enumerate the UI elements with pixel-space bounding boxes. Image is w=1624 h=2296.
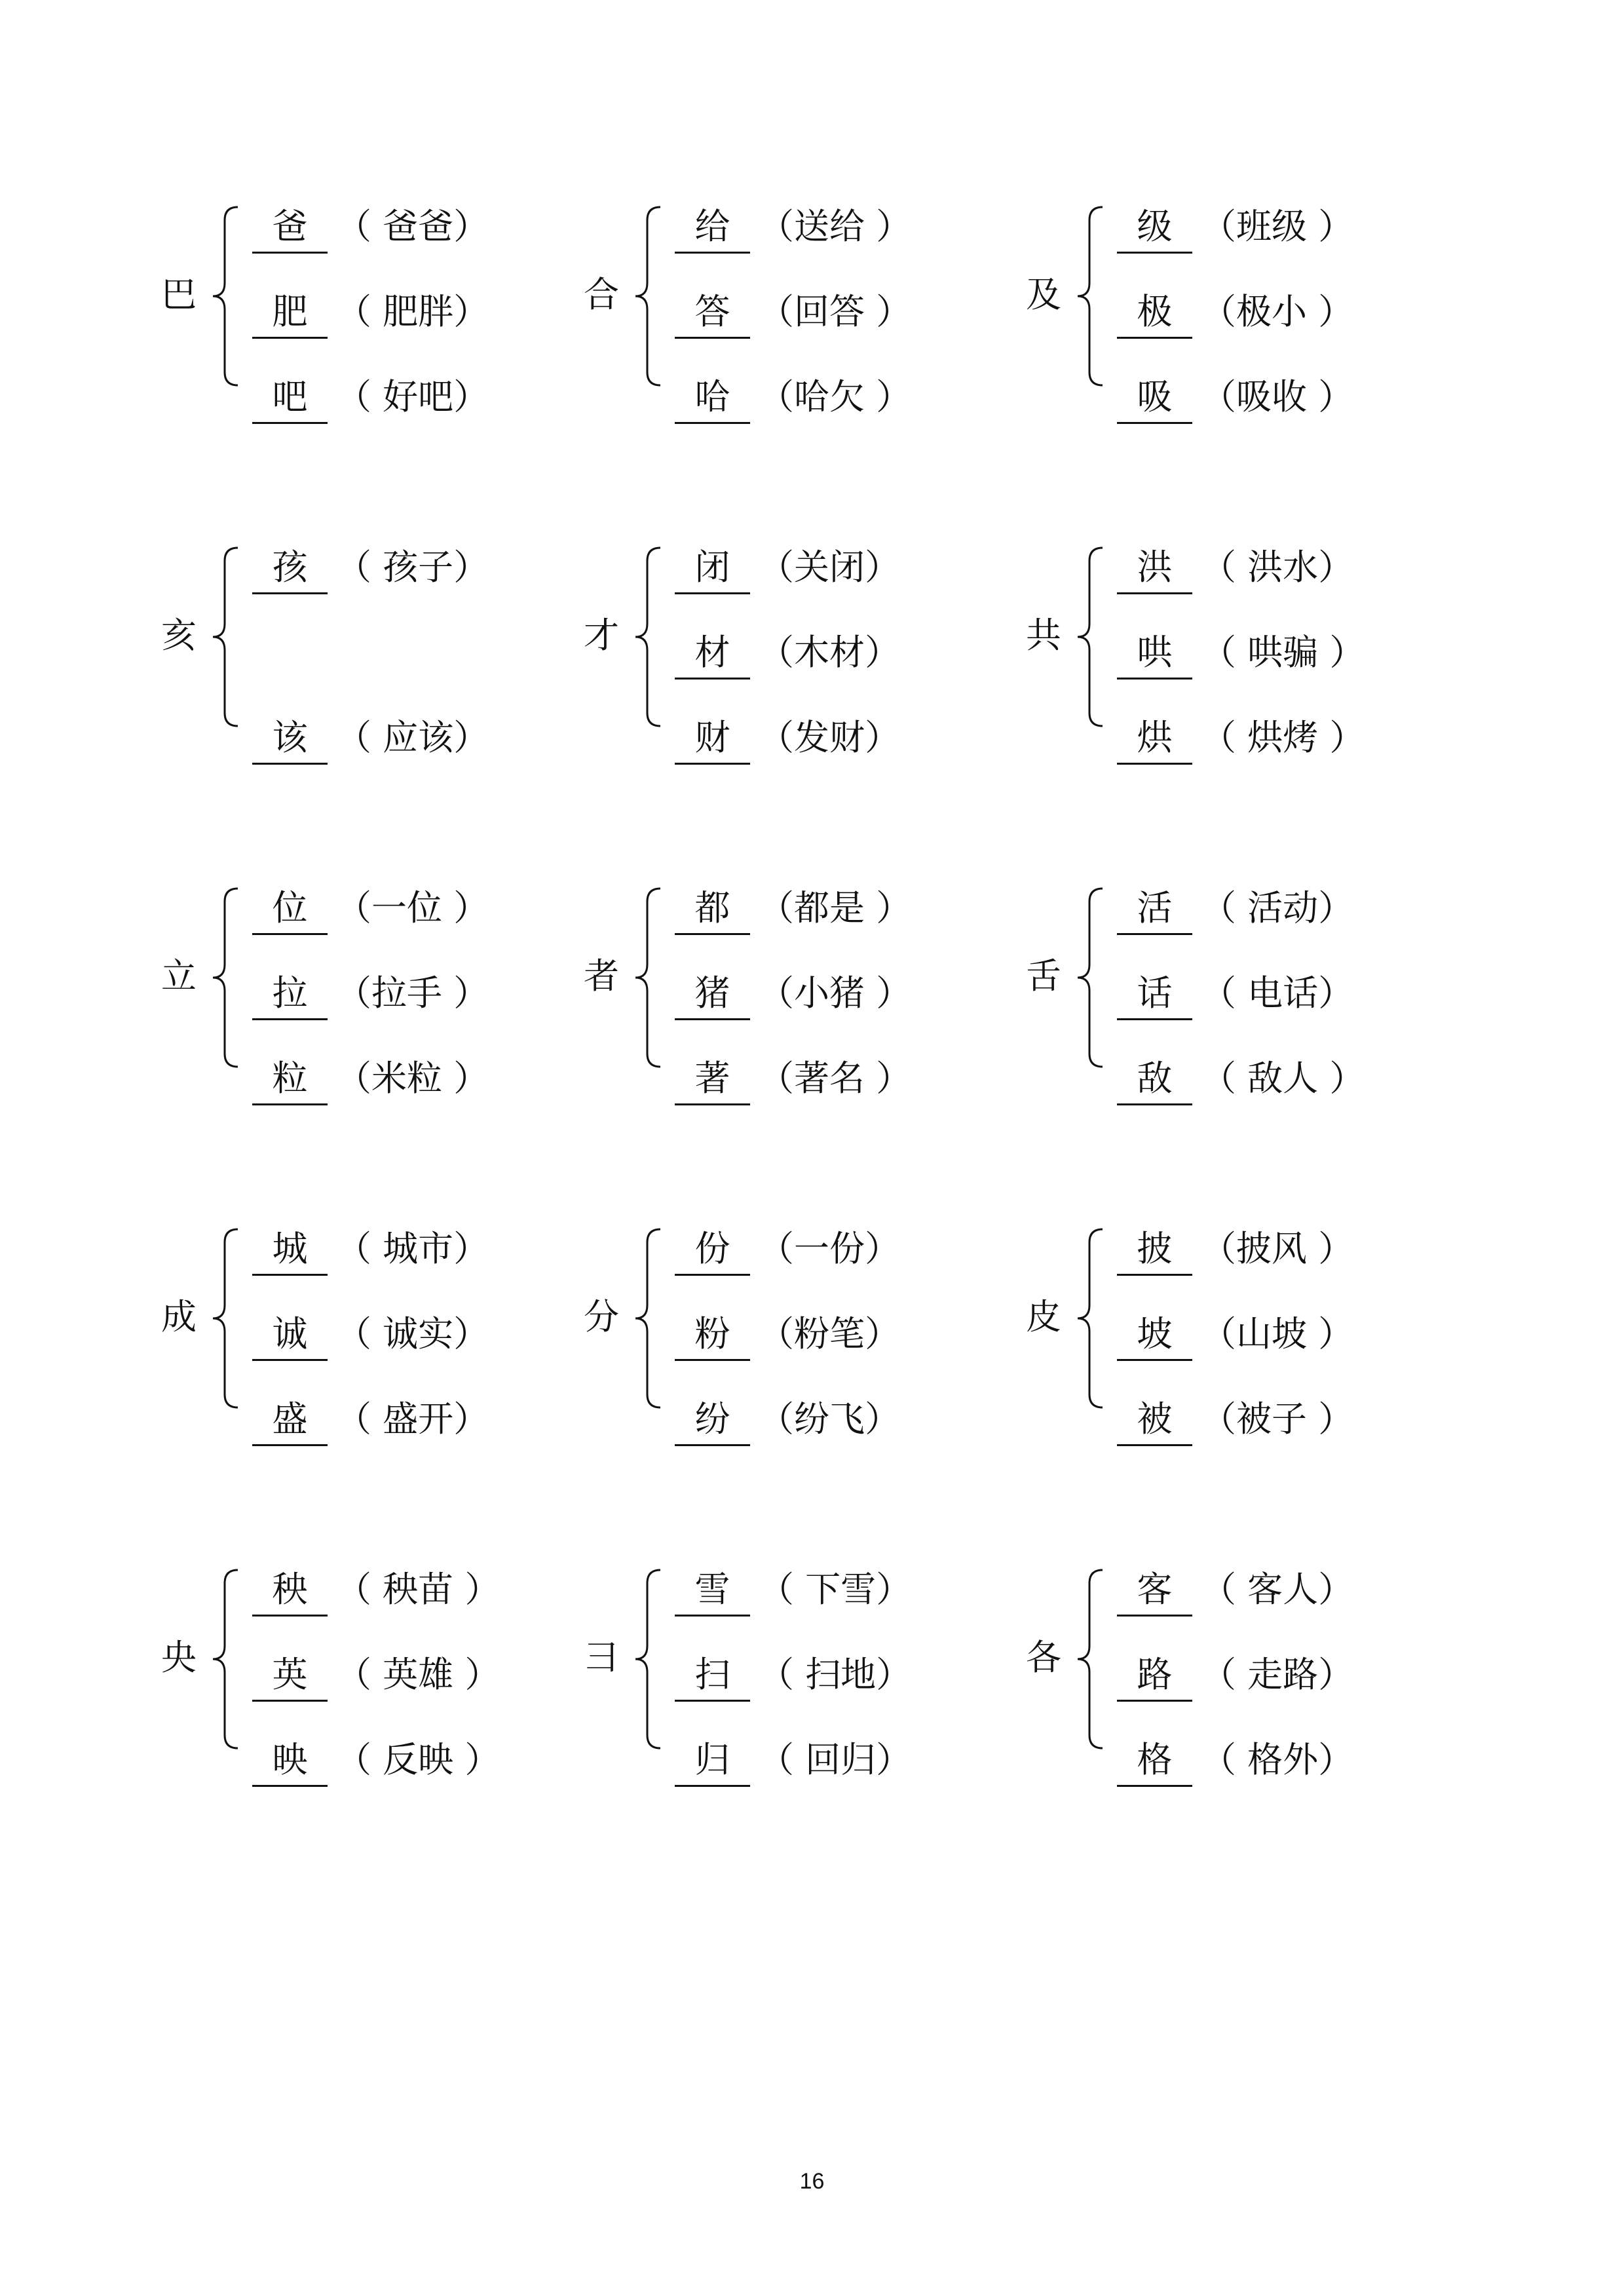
root-character: 分 [584,1296,619,1337]
derived-entry [252,1309,593,1362]
derived-entry [1117,1565,1458,1617]
fill-in-character: 秧 [252,1565,328,1617]
example-word: （ 英雄 ） [336,1654,500,1695]
fill-in-character: 扫 [675,1650,750,1702]
fill-in-character: 粒 [252,1054,328,1105]
example-word: （发财） [759,717,900,758]
radical-group [154,1559,613,1780]
fill-in-character: 敌 [1117,1054,1192,1105]
root-character: 才 [584,615,619,656]
derived-entry [675,1735,1015,1788]
fill-in-character: 诚 [252,1309,328,1361]
fill-in-character: 级 [1117,202,1192,254]
root-character: 立 [161,955,197,997]
example-word: （ 扫地） [759,1654,912,1695]
derived-entry [1117,968,1458,1021]
example-word: （吸收 ） [1201,376,1354,417]
example-word: （ 格外） [1201,1739,1354,1780]
example-word: （ 客人） [1201,1569,1354,1610]
fill-in-character: 盛 [252,1394,328,1446]
curly-brace [205,1567,244,1751]
fill-in-character: 客 [1117,1565,1192,1617]
root-character: 亥 [161,615,197,656]
fill-in-character: 肥 [252,287,328,339]
derived-entry [675,628,1015,680]
root-character: 成 [161,1296,197,1337]
page-number: 16 [799,2169,825,2194]
radical-group [576,878,1035,1099]
radical-group [154,878,613,1099]
fill-in-character: 映 [252,1735,328,1787]
fill-in-character: 答 [675,287,750,339]
derived-entry [252,1394,593,1447]
example-word: （ 洪水） [1201,546,1354,588]
derived-entry [252,1224,593,1276]
derived-entry [1117,628,1458,680]
curly-brace [628,1227,667,1410]
root-character: 及 [1026,274,1061,315]
fill-in-character: 被 [1117,1394,1192,1446]
fill-in-character: 都 [675,883,750,935]
derived-entry [675,202,1015,254]
root-character: 皮 [1026,1296,1061,1337]
derived-entry [1117,1735,1458,1788]
fill-in-character: 格 [1117,1735,1192,1787]
derived-entry [252,883,593,936]
derived-entry [1117,883,1458,936]
fill-in-character: 粉 [675,1309,750,1361]
curly-brace [1070,1227,1109,1410]
fill-in-character: 闭 [675,543,750,594]
curly-brace [628,886,667,1069]
fill-in-character: 话 [1117,968,1192,1020]
root-character: 合 [584,274,619,315]
example-word: （一位 ） [336,887,489,928]
example-word: （ 肥胖） [336,291,489,332]
curly-brace [628,204,667,388]
derived-entry [252,287,593,339]
derived-entry [1117,713,1458,765]
curly-brace [1070,204,1109,388]
derived-entry [1117,1394,1458,1447]
fill-in-character: 烘 [1117,713,1192,765]
fill-in-character: 城 [252,1224,328,1276]
example-word: （米粒 ） [336,1058,489,1099]
fill-in-character: 哈 [675,372,750,424]
example-word: （送给 ） [759,206,912,247]
radical-group [154,537,613,758]
fill-in-character: 雪 [675,1565,750,1617]
root-character: 彐 [584,1637,619,1678]
curly-brace [628,545,667,729]
fill-in-character: 纷 [675,1394,750,1446]
derived-entry [675,1054,1015,1106]
derived-entry [252,1650,593,1702]
fill-in-character: 材 [675,628,750,679]
example-word: （ 烘烤 ） [1201,717,1365,758]
derived-entry [675,968,1015,1021]
derived-entry [1117,287,1458,339]
example-word: （ 诚实） [336,1313,489,1354]
derived-entry [252,202,593,254]
derived-entry [675,1394,1015,1447]
derived-entry [675,543,1015,595]
curly-brace [205,1227,244,1410]
example-word: （ 盛开） [336,1398,489,1440]
curly-brace [1070,886,1109,1069]
fill-in-character: 该 [252,713,328,765]
radical-group [154,197,613,417]
derived-entry [675,1224,1015,1276]
derived-entry [675,1565,1015,1617]
curly-brace [628,1567,667,1751]
example-word: （ 城市） [336,1228,489,1269]
fill-in-character: 哄 [1117,628,1192,679]
example-word: （小猪 ） [759,972,912,1014]
derived-entry [252,372,593,425]
example-word: （ 反映 ） [336,1739,500,1780]
example-word: （著名 ） [759,1058,912,1099]
fill-in-character: 位 [252,883,328,935]
radical-group [576,537,1035,758]
example-word: （拉手 ） [336,972,489,1014]
example-word: （披风 ） [1201,1228,1354,1269]
derived-entry [1117,202,1458,254]
example-word: （ 活动） [1201,887,1354,928]
fill-in-character: 极 [1117,287,1192,339]
example-word: （粉笔） [759,1313,900,1354]
root-character: 巴 [161,274,197,315]
radical-group [1019,197,1477,417]
example-word: （ 秧苗 ） [336,1569,500,1610]
derived-entry [1117,1309,1458,1362]
example-word: （ 爸爸） [336,206,489,247]
radical-group [154,1219,613,1440]
example-word: （ 好吧） [336,376,489,417]
derived-entry [252,713,593,765]
example-word: （ 应该） [336,717,489,758]
example-word: （被子 ） [1201,1398,1354,1440]
curly-brace [205,204,244,388]
example-word: （ 下雪） [759,1569,912,1610]
example-word: （极小 ） [1201,291,1354,332]
fill-in-character: 财 [675,713,750,765]
example-word: （班级 ） [1201,206,1354,247]
derived-entry [1117,1224,1458,1276]
example-word: （木材） [759,632,900,673]
derived-entry [252,1054,593,1106]
fill-in-character: 吸 [1117,372,1192,424]
fill-in-character: 爸 [252,202,328,254]
derived-entry [252,1735,593,1788]
root-character: 者 [584,955,619,997]
example-word: （关闭） [759,546,900,588]
example-word: （回答 ） [759,291,912,332]
radical-group [1019,1559,1477,1780]
root-character: 各 [1026,1637,1061,1678]
derived-entry [675,372,1015,425]
example-word: （山坡 ） [1201,1313,1354,1354]
derived-entry [675,883,1015,936]
root-character: 央 [161,1637,197,1678]
derived-entry [1117,1650,1458,1702]
fill-in-character: 吧 [252,372,328,424]
derived-entry [1117,543,1458,595]
fill-in-character: 归 [675,1735,750,1787]
fill-in-character: 活 [1117,883,1192,935]
root-character: 舌 [1026,955,1061,997]
radical-group [576,197,1035,417]
curly-brace [205,545,244,729]
root-character: 共 [1026,615,1061,656]
derived-entry [675,1309,1015,1362]
example-word: （ 走路） [1201,1654,1354,1695]
example-word: （ 哄骗 ） [1201,632,1365,673]
fill-in-character: 著 [675,1054,750,1105]
derived-entry [252,543,593,595]
fill-in-character: 孩 [252,543,328,594]
example-word: （纷飞） [759,1398,900,1440]
derived-entry [252,1565,593,1617]
derived-entry [252,968,593,1021]
derived-entry [675,713,1015,765]
radical-group [576,1559,1035,1780]
derived-entry [1117,1054,1458,1106]
radical-group [1019,1219,1477,1440]
example-word: （一份） [759,1228,900,1269]
example-word: （ 孩子） [336,546,489,588]
derived-entry [675,287,1015,339]
example-word: （哈欠 ） [759,376,912,417]
radical-group [1019,537,1477,758]
fill-in-character: 英 [252,1650,328,1702]
curly-brace [205,886,244,1069]
fill-in-character: 坡 [1117,1309,1192,1361]
example-word: （ 回归） [759,1739,912,1780]
derived-entry [1117,372,1458,425]
example-word: （ 电话） [1201,972,1354,1014]
example-word: （都是 ） [759,887,912,928]
fill-in-character: 拉 [252,968,328,1020]
fill-in-character: 猪 [675,968,750,1020]
fill-in-character: 披 [1117,1224,1192,1276]
curly-brace [1070,1567,1109,1751]
derived-entry [675,1650,1015,1702]
radical-group [576,1219,1035,1440]
fill-in-character: 路 [1117,1650,1192,1702]
curly-brace [1070,545,1109,729]
radical-group [1019,878,1477,1099]
fill-in-character: 给 [675,202,750,254]
fill-in-character: 份 [675,1224,750,1276]
example-word: （ 敌人 ） [1201,1058,1365,1099]
fill-in-character: 洪 [1117,543,1192,594]
